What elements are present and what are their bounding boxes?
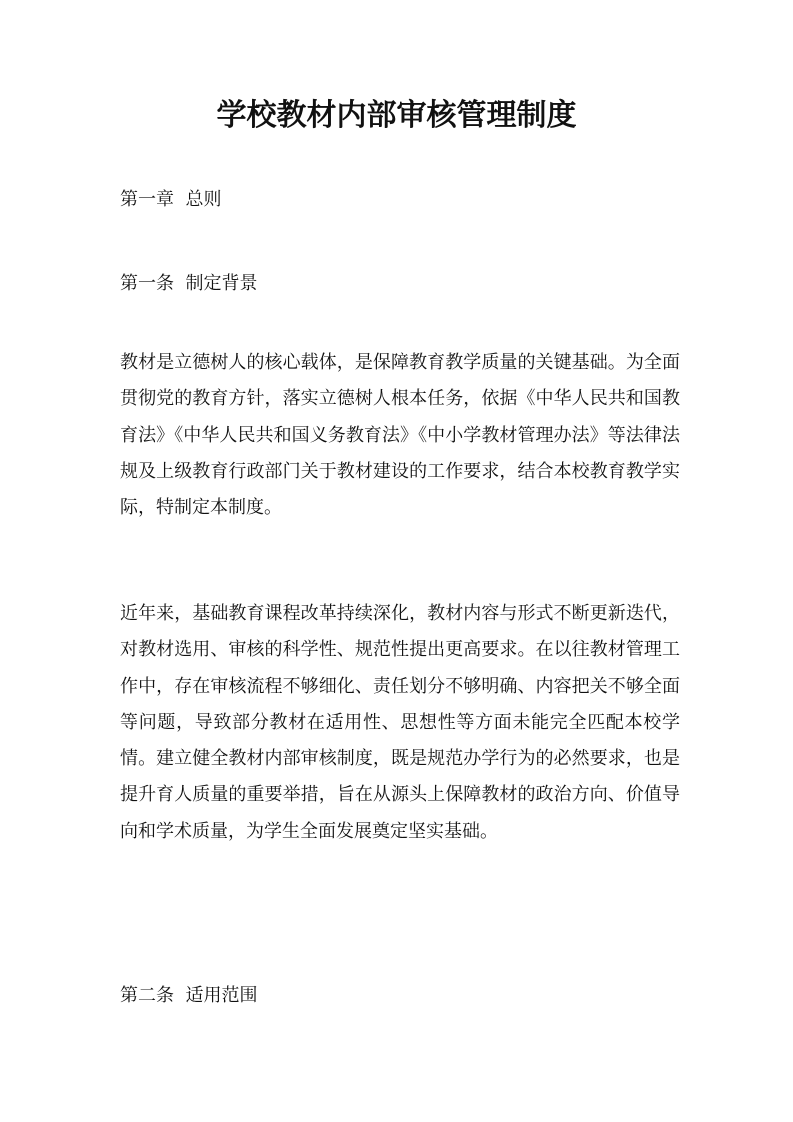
chapter-heading: 第一章 总则 [120,189,222,210]
paragraph-background: 教材是立德树人的核心载体，是保障教育教学质量的关键基础。为全面贯彻党的教育方针，落实立德树人根本任务，依据《中华人民共和国教育法》《中华人民共和国义务教育法》《中小学教材管理办法》等法律法规及上级教育行政部门关于教材建设的工作要求，结合本校教育教学实际，特制定本制度。 [120,352,680,519]
article-2-heading: 第二条 适用范围 [120,985,258,1006]
document-title: 学校教材内部审核管理制度 [216,98,577,133]
article-1-heading: 第一条 制定背景 [120,273,258,294]
paragraph-context: 近年来，基础教育课程改革持续深化，教材内容与形式不断更新迭代，对教材选用、审核的科学性、规范性提出更高要求。在以往教材管理工作中，存在审核流程不够细化、责任划分不够明确、内容把关不够全面等问题，导致部分教材在适用性、思想性等方面未能完全匹配本校学情。建立健全教材内部审核制度，既是规范办学行为的必然要求，也是提升育人质量的重要举措，旨在从源头上保障教材的政治方向、价值导向和学术质量，为学生全面发展奠定坚实基础。 [120,603,680,842]
